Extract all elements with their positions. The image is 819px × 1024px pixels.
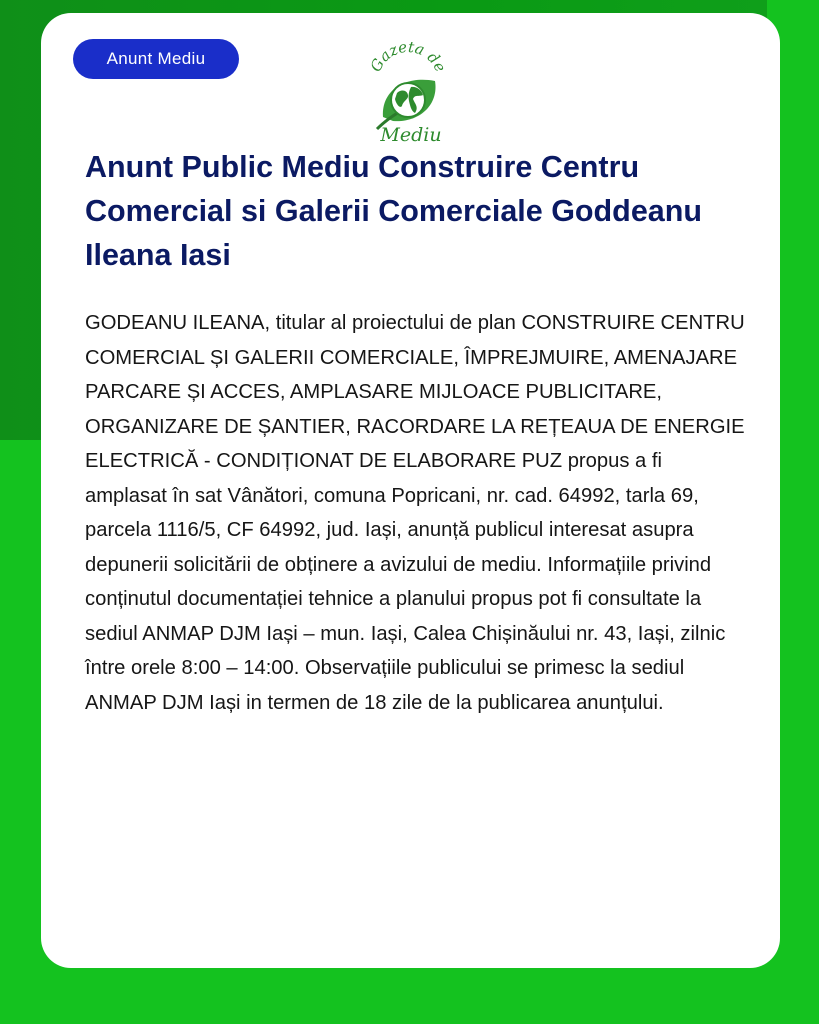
svg-text:Mediu: Mediu <box>380 124 442 146</box>
category-tag[interactable] <box>73 39 239 79</box>
announcement-card <box>41 13 780 968</box>
category-tag-label: Anunt Mediu <box>106 49 206 68</box>
gazeta-de-mediu-logo <box>353 37 463 147</box>
announcement-body: GODEANU ILEANA, titular al proiectului de plan CONSTRUIRE CENTRU COMERCIAL ȘI GALERII COMERCIALE, ÎMPREJMUIRE, AMENAJARE PARCARE ȘI ACCES, AMPLASARE MIJLOACE PUBLICITARE, ORGANIZARE DE ȘANTIER, RACORDARE LA REȚEAUA DE ENERGIE ELECTRICĂ - CONDIȚIONAT DE ELABORARE PUZ propus a fi amplasat în sat Vânători, comuna Popricani, nr. cad. 64992, tarla 69, parcela 1116/5, CF 64992, jud. Iași, anunță publicul interesat asupra depunerii solicitării de obținere a avizului de mediu. Informațiile privind conținutul documentației tehnice a planului propus pot fi consultate la sediul ANMAP DJM Iași – mun. Iași, Calea Chișinăului nr. 43, Iași, zilnic între orele 8:00 – 14:00. Observațiile publicului se primesc la sediul ANMAP DJM Iași in termen de 18 zile de la publicarea anunțului. <box>85 312 745 714</box>
page-title: Anunt Public Mediu Construire Centru Comercial si Galerii Comerciale Goddeanu Ileana Iasi <box>85 150 702 272</box>
globe-leaf-icon <box>353 37 463 147</box>
svg-text:Gazeta de: Gazeta de <box>366 37 450 75</box>
